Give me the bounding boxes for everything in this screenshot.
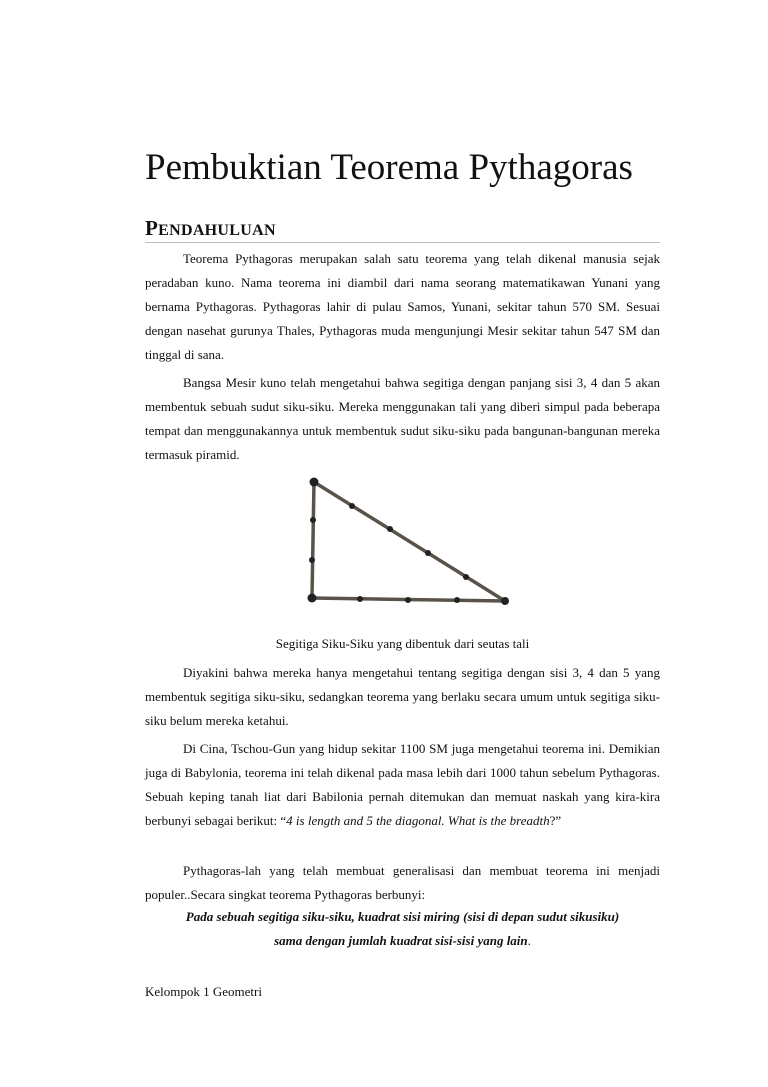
rope-knot	[310, 478, 319, 487]
paragraph-belief-text: Diyakini bahwa mereka hanya mengetahui tentang segitiga dengan sisi 3, 4 dan 5 yang membentuk segitiga siku-siku, sedangkan teorema yang berlaku secara umum untuk segitiga siku-siku belum mereka ketahui.	[145, 665, 660, 728]
rope-knot	[357, 596, 363, 602]
paragraph-china-text: Di Cina, Tschou-Gun yang hidup sekitar 1100 SM juga mengetahui teorema ini. Demikian juga di Babylonia, teorema ini telah dikenal pada masa lebih dari 1000 tahun sebelum Pythagoras. Sebuah keping tanah liat dari Babilonia pernah ditemukan dan memuat naskah yang kira-kira berbunyi sebagai berikut: “	[145, 741, 660, 828]
paragraph-generalization	[145, 859, 660, 907]
paragraph-intro	[145, 247, 660, 367]
theorem-line-2-text: sama dengan jumlah kuadrat sisi-sisi yang lain	[274, 933, 528, 948]
rope-knot	[309, 557, 315, 563]
rope-knot	[387, 526, 393, 532]
page-footer: Kelompok 1 Geometri	[145, 984, 262, 999]
theorem-period: .	[527, 933, 531, 948]
rope-knot	[425, 550, 431, 556]
rope-knot	[405, 597, 411, 603]
theorem-statement	[145, 905, 660, 953]
rope-triangle-figure	[300, 470, 520, 610]
paragraph-generalization-text: Pythagoras-lah yang telah membuat generalisasi dan membuat teorema ini menjadi populer..Secara singkat teorema Pythagoras berbunyi:	[145, 863, 660, 902]
page-title: Pembuktian Teorema Pythagoras	[145, 147, 633, 188]
paragraph-belief	[145, 661, 660, 733]
paragraph-intro-text: Teorema Pythagoras merupakan salah satu teorema yang telah dikenal manusia sejak peradaban kuno. Nama teorema ini diambil dari nama seorang matematikawan Yunani yang bernama Pythagoras. Pythagoras lahir di pulau Samos, Yunani, sekitar tahun 570 SM. Sesuai dengan nasehat gurunya Thales, Pythagoras muda mengunjungi Mesir sekitar tahun 547 SM dan tinggal di sana.	[145, 251, 660, 362]
rope-knot	[501, 597, 509, 605]
rope-hypotenuse-side	[314, 482, 505, 601]
paragraph-china-babylon	[145, 737, 660, 833]
rope-knot	[308, 594, 317, 603]
theorem-line-1: Pada sebuah segitiga siku-siku, kuadrat sisi miring (sisi di depan sudut sikusiku)	[185, 909, 620, 924]
section-heading-rest: ENDAHULUAN	[158, 222, 276, 239]
document-page	[145, 0, 660, 1087]
quote-end: ?”	[549, 813, 562, 828]
section-heading-initial: P	[145, 216, 159, 240]
theorem-line-2	[145, 929, 660, 953]
rope-knot	[463, 574, 469, 580]
rope-knot	[349, 503, 355, 509]
rope-vertical-side	[312, 482, 314, 598]
paragraph-egypt-text: Bangsa Mesir kuno telah mengetahui bahwa segitiga dengan panjang sisi 3, 4 dan 5 akan membentuk sebuah sudut siku-siku. Mereka menggunakan tali yang diberi simpul pada beberapa tempat dan menggunakannya untuk membentuk sudut siku-siku pada bangunan-bangunan mereka termasuk piramid.	[145, 375, 660, 462]
rope-knot	[310, 517, 316, 523]
paragraph-egypt	[145, 371, 660, 467]
section-heading	[145, 214, 660, 243]
babylon-quote: 4 is length and 5 the diagonal. What is the breadth	[286, 813, 550, 828]
rope-knot	[454, 597, 460, 603]
figure-caption: Segitiga Siku-Siku yang dibentuk dari seutas tali	[275, 636, 530, 651]
